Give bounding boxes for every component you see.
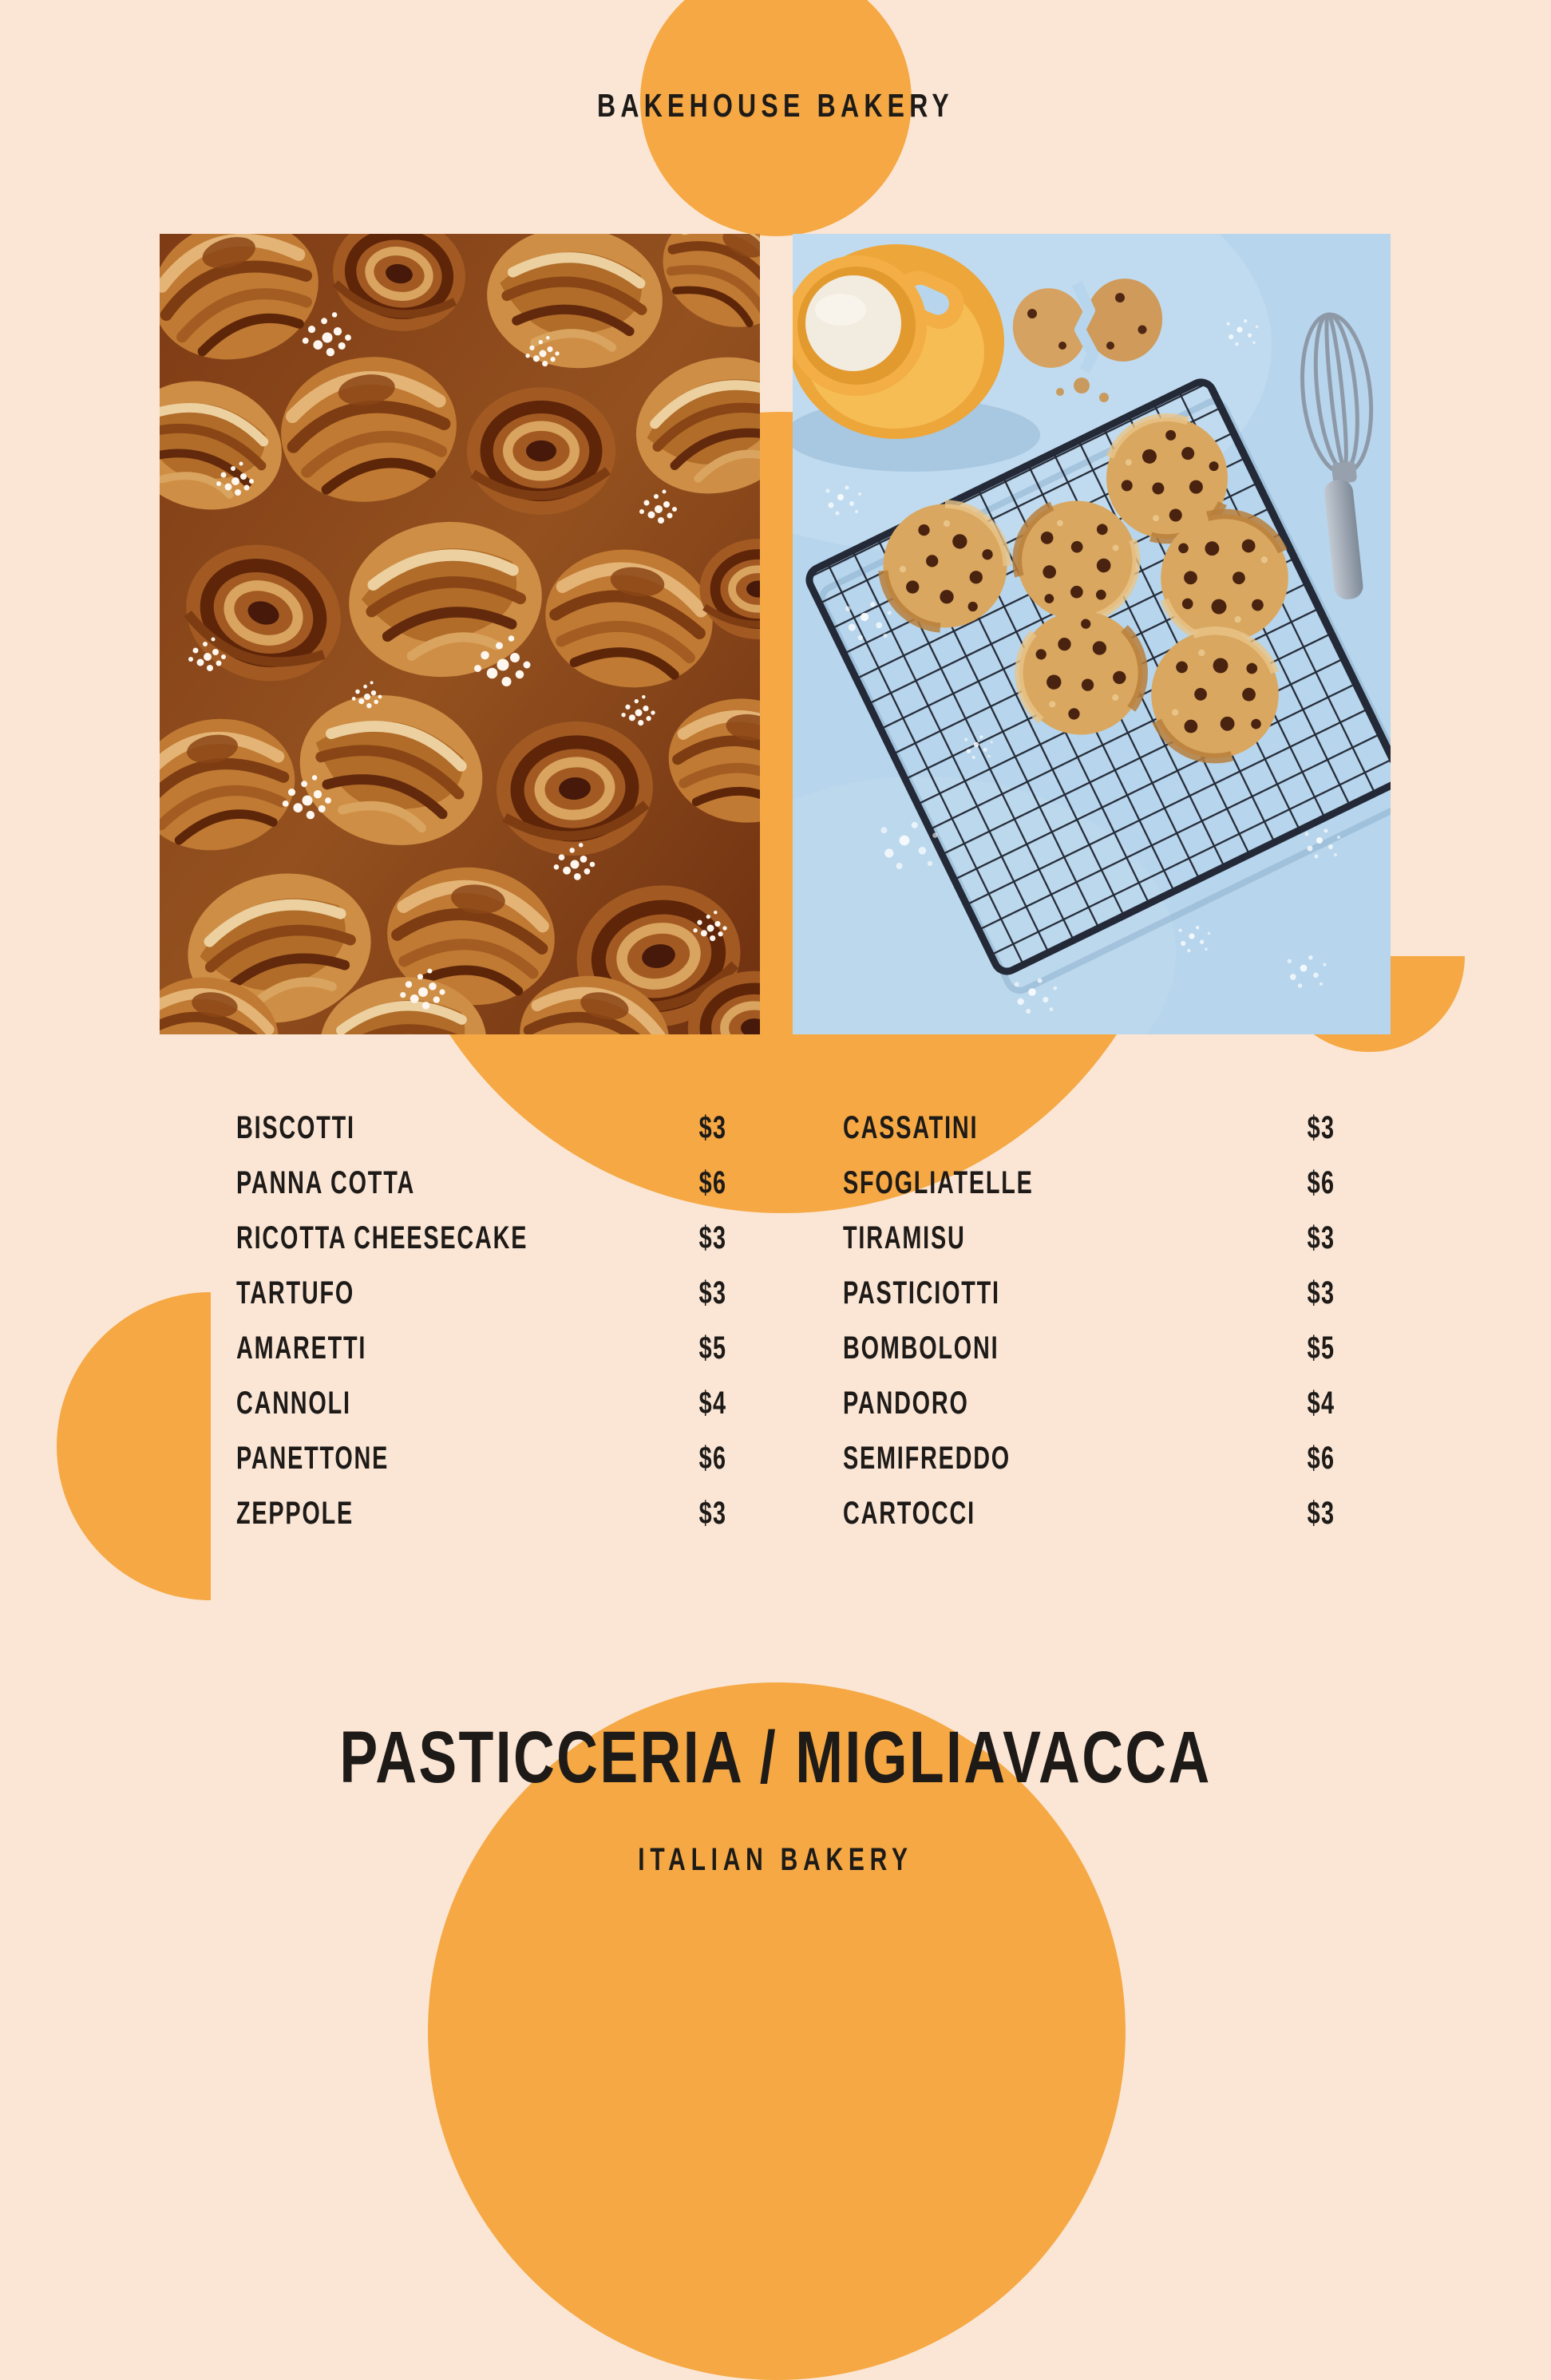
menu-item-price: $6 <box>698 1441 726 1476</box>
page-title: PASTICCERIA / MIGLIAVACCA <box>339 1717 1212 1798</box>
menu-item-row <box>843 1486 1335 1541</box>
menu-column-left <box>236 1101 726 1541</box>
page-subtitle: ITALIAN BAKERY <box>638 1842 913 1877</box>
menu-item-price: $6 <box>1307 1165 1335 1200</box>
cookies-rack-photo <box>793 234 1391 1034</box>
menu-item-row <box>843 1101 1335 1156</box>
menu-item-price: $4 <box>1307 1386 1335 1421</box>
menu-item-row <box>236 1101 726 1156</box>
menu-item-name: PANNA COTTA <box>236 1165 416 1200</box>
menu-item-row <box>236 1321 726 1376</box>
menu-item-row <box>843 1321 1335 1376</box>
brand-title: BAKEHOUSE BAKERY <box>597 87 954 124</box>
menu-item-row <box>236 1266 726 1321</box>
menu-item-price: $3 <box>698 1220 726 1255</box>
menu-item-price: $3 <box>1307 1220 1335 1255</box>
menu-item-row <box>236 1211 726 1266</box>
menu-item-name: CASSATINI <box>843 1110 979 1145</box>
menu-item-row <box>843 1376 1335 1431</box>
menu-item-price: $3 <box>1307 1496 1335 1531</box>
menu-item-row <box>843 1431 1335 1486</box>
menu-item-name: SEMIFREDDO <box>843 1441 1011 1476</box>
menu-item-row <box>236 1486 726 1541</box>
menu-item-row <box>236 1376 726 1431</box>
menu-item-name: RICOTTA CHEESECAKE <box>236 1220 528 1255</box>
menu-item-name: TIRAMISU <box>843 1220 966 1255</box>
menu-item-name: PASTICIOTTI <box>843 1275 1000 1311</box>
menu-item-row <box>843 1266 1335 1321</box>
left-half-circle-decoration <box>57 1292 211 1600</box>
menu-item-price: $6 <box>1307 1441 1335 1476</box>
menu-item-row <box>843 1211 1335 1266</box>
menu-item-price: $3 <box>1307 1110 1335 1145</box>
menu-item-name: CARTOCCI <box>843 1496 975 1531</box>
menu-item-price: $3 <box>698 1275 726 1311</box>
menu-item-row <box>843 1156 1335 1211</box>
menu-item-price: $6 <box>698 1165 726 1200</box>
menu-item-price: $3 <box>698 1110 726 1145</box>
menu-item-price: $5 <box>698 1330 726 1366</box>
menu-item-row <box>236 1431 726 1486</box>
menu-item-name: CANNOLI <box>236 1386 351 1421</box>
menu-item-name: SFOGLIATELLE <box>843 1165 1034 1200</box>
menu-item-price: $3 <box>1307 1275 1335 1311</box>
menu-item-name: TARTUFO <box>236 1275 355 1311</box>
menu-item-name: BOMBOLONI <box>843 1330 999 1366</box>
menu-item-name: AMARETTI <box>236 1330 367 1366</box>
menu-item-price: $4 <box>698 1386 726 1421</box>
menu-item-price: $3 <box>698 1496 726 1531</box>
menu-item-name: BISCOTTI <box>236 1110 355 1145</box>
menu-item-name: PANDORO <box>843 1386 969 1421</box>
menu-column-right <box>843 1101 1335 1541</box>
menu-item-name: PANETTONE <box>236 1441 390 1476</box>
menu-item-price: $5 <box>1307 1330 1335 1366</box>
cinnamon-buns-photo <box>160 234 760 1034</box>
menu-item-name: ZEPPOLE <box>236 1496 354 1531</box>
menu-item-row <box>236 1156 726 1211</box>
